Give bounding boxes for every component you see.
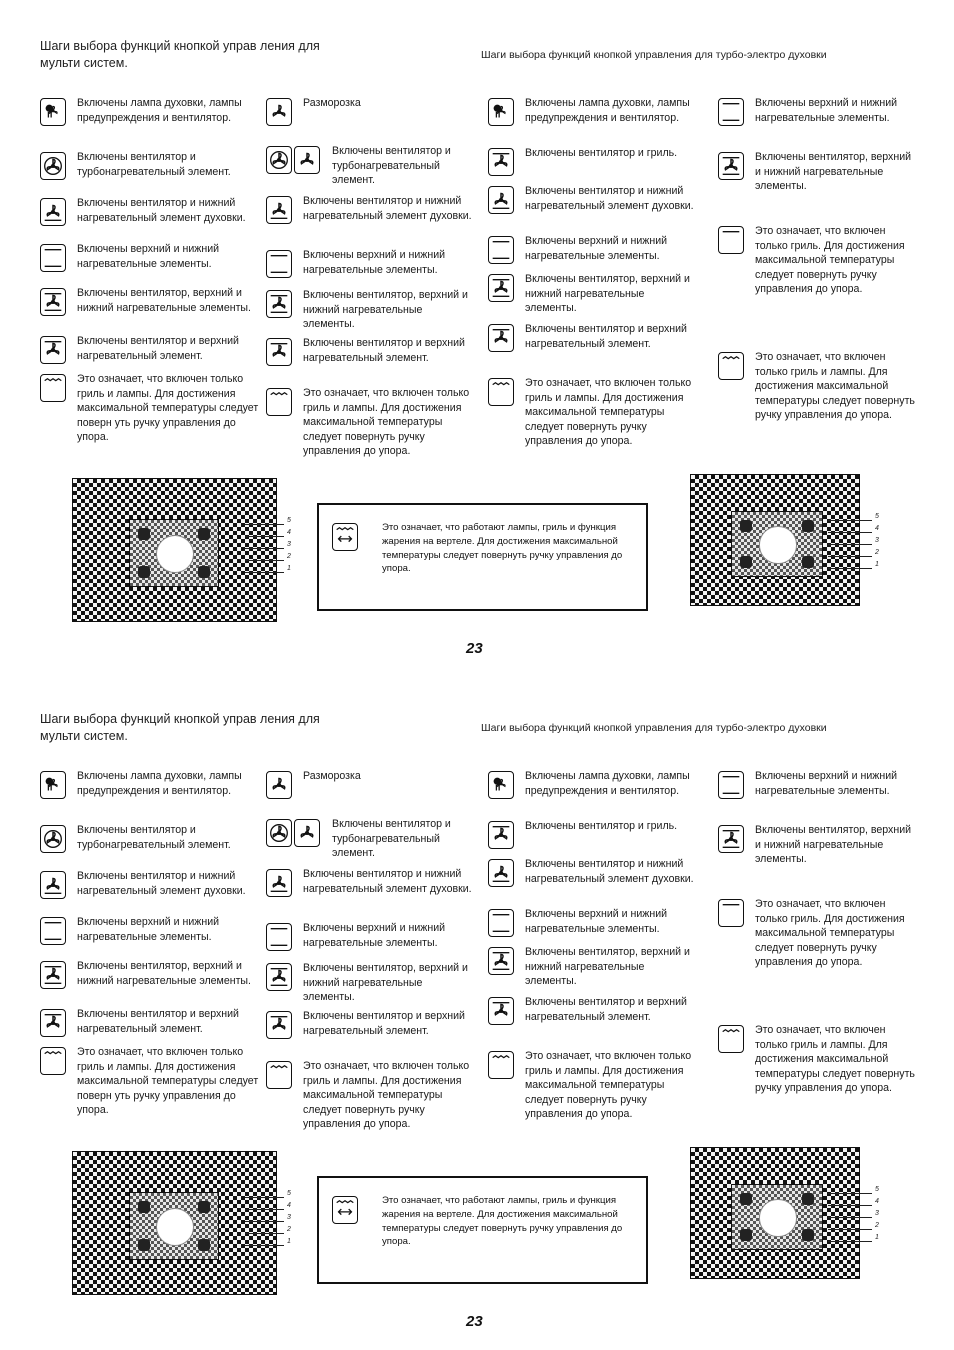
top-bottom-icon <box>266 923 292 951</box>
fan-cover <box>759 1199 796 1236</box>
function-column-3-copy <box>488 769 696 1149</box>
page-bottom <box>0 673 954 1343</box>
oven-knob <box>138 566 150 578</box>
function-description: Включены вентилятор, верхний и нижний нагревательные элементы. <box>303 289 468 331</box>
title-right-copy: Шаги выбора функций кнопкой управления для турбо-электро духовки <box>481 722 827 734</box>
function-description: Включены верхний и нижний нагревательные элементы. <box>755 97 898 124</box>
top-icon <box>718 899 744 927</box>
function-description: Включены верхний и нижний нагревательные элементы. <box>525 235 668 262</box>
function-description: Включены лампа духовки, лампы предупреждения и вентилятор. <box>77 97 242 124</box>
shelf-level-label: 5 <box>287 1190 291 1197</box>
function-description: Включены вентилятор и верхний нагревательный элемент. <box>525 996 687 1023</box>
fan-top-bottom-icon <box>718 152 744 180</box>
grill-icon <box>40 374 66 402</box>
shelf-level-label: 4 <box>875 525 879 532</box>
shelf-level-label: 1 <box>875 561 879 568</box>
fan-circle-icon <box>40 152 66 180</box>
shelf-level-label: 2 <box>875 1222 879 1229</box>
function-description: Включены лампа духовки, лампы предупреждения и вентилятор. <box>77 770 242 797</box>
shelf-level-line <box>828 568 872 569</box>
function-item-copy <box>266 1059 476 1131</box>
function-description: Это означает, что включен только гриль и лампы. Для достижения максимальной температуры следует повернуть ручку управления до упора. <box>303 1060 470 1131</box>
shelf-level-label: 4 <box>287 1202 291 1209</box>
function-description: Включены вентилятор, верхний и нижний нагревательные элементы. <box>525 946 690 988</box>
oven-panel <box>731 1184 823 1250</box>
oven-illustration-left <box>72 478 277 622</box>
shelf-level-line <box>828 544 872 545</box>
lamp-fan-icon <box>40 771 66 799</box>
oven-illustration-right <box>690 474 860 606</box>
oven-panel <box>731 511 823 577</box>
shelf-level-line <box>245 1245 284 1246</box>
fan-bottom-icon <box>266 869 292 897</box>
shelf-level-label: 5 <box>287 517 291 524</box>
fan-top-icon <box>488 821 514 849</box>
fan-icon <box>294 146 320 174</box>
function-description: Это означает, что включен только гриль и лампы. Для достижения максимальной температуры следует поверн уть ручку управления до упора. <box>77 1046 259 1117</box>
fan-circle-icon <box>266 819 292 847</box>
function-column-4-copy <box>718 769 918 1149</box>
shelf-level-line <box>245 1209 284 1210</box>
fan-top-icon <box>266 338 292 366</box>
function-description: Включены верхний и нижний нагревательные элементы. <box>77 916 220 943</box>
shelf-level-label: 3 <box>875 1210 879 1217</box>
function-description: Включены вентилятор и турбонагревательный элемент. <box>332 818 451 860</box>
function-column-2 <box>266 96 476 476</box>
function-item-copy <box>718 897 918 969</box>
lamp-fan-icon <box>488 98 514 126</box>
function-description: Включены вентилятор, верхний и нижний нагревательные элементы. <box>77 960 251 987</box>
oven-knob <box>198 1239 210 1251</box>
function-description: Включены верхний и нижний нагревательные элементы. <box>525 908 668 935</box>
shelf-level-label: 3 <box>287 541 291 548</box>
grill-icon <box>266 388 292 416</box>
shelf-level-label: 4 <box>287 529 291 536</box>
function-item <box>718 96 918 156</box>
top-bottom-icon <box>40 244 66 272</box>
function-description: Это означает, что включен только гриль и лампы. Для достижения максимальной температуры следует повернуть ручку управления до упора. <box>525 377 692 448</box>
fan-top-bottom-icon <box>40 288 66 316</box>
oven-illustration-right <box>690 1147 860 1279</box>
function-description: Включены лампа духовки, лампы предупреждения и вентилятор. <box>525 770 690 797</box>
fan-circle-icon <box>40 825 66 853</box>
function-description: Включены вентилятор и нижний нагревательный элемент духовки. <box>525 185 694 212</box>
function-item <box>488 376 696 448</box>
function-item-copy <box>40 1045 262 1117</box>
title-left-copy: Шаги выбора функций кнопкой управ ления для мульти систем. <box>40 712 320 743</box>
fan-top-icon <box>40 336 66 364</box>
function-item-copy <box>40 769 262 829</box>
fan-top-icon <box>488 148 514 176</box>
title-right: Шаги выбора функций кнопкой управления для турбо-электро духовки <box>481 49 827 61</box>
info-box-text: Это означает, что работают лампы, гриль и функция жарения на вертеле. Для достижения максимальной температуры следует повернуть ручку управления до упора. <box>382 1195 623 1248</box>
page-top <box>0 0 954 670</box>
fan-bottom-icon <box>488 859 514 887</box>
function-item <box>40 372 262 444</box>
page-number: 23 <box>466 640 483 657</box>
oven-illustration-left <box>72 1151 277 1295</box>
function-description: Включены вентилятор, верхний и нижний нагревательные элементы. <box>77 287 251 314</box>
function-item <box>266 386 476 458</box>
top-bottom-icon <box>488 909 514 937</box>
title-left: Шаги выбора функций кнопкой управ ления для мульти систем. <box>40 39 320 70</box>
fan-bottom-icon <box>40 871 66 899</box>
oven-knob <box>740 520 752 532</box>
function-description: Включены вентилятор и верхний нагревательный элемент. <box>77 1008 239 1035</box>
top-bottom-icon <box>488 236 514 264</box>
function-description: Включены верхний и нижний нагревательные элементы. <box>77 243 220 270</box>
function-description: Включены вентилятор и нижний нагревательный элемент духовки. <box>525 858 694 885</box>
function-description: Разморозка <box>303 97 361 109</box>
function-description: Включены верхний и нижний нагревательные элементы. <box>303 922 446 949</box>
function-column-4 <box>718 96 918 476</box>
fan-top-bottom-icon <box>266 963 292 991</box>
rotisserie-info-box <box>317 1176 648 1284</box>
function-description: Это означает, что включен только гриль и лампы. Для достижения максимальной температуры следует повернуть ручку управления до упора. <box>755 351 915 422</box>
function-item <box>718 224 918 296</box>
shelf-level-label: 1 <box>287 1238 291 1245</box>
fan-top-icon <box>266 1011 292 1039</box>
shelf-level-line <box>245 548 284 549</box>
oven-knob <box>138 1239 150 1251</box>
function-description: Это означает, что включен только гриль и лампы. Для достижения максимальной температуры следует поверн уть ручку управления до упора. <box>77 373 259 444</box>
oven-knob <box>740 556 752 568</box>
shelf-level-label: 3 <box>287 1214 291 1221</box>
page-number: 23 <box>466 1313 483 1330</box>
function-description: Включены вентилятор и нижний нагревательный элемент духовки. <box>303 195 472 222</box>
function-item <box>488 322 696 382</box>
oven-knob <box>198 566 210 578</box>
fan-icon <box>294 819 320 847</box>
oven-knob <box>802 556 814 568</box>
function-description: Включены верхний и нижний нагревательные элементы. <box>755 770 898 797</box>
shelf-level-line <box>828 1241 872 1242</box>
top-bottom-icon <box>718 771 744 799</box>
oven-knob <box>802 520 814 532</box>
shelf-level-label: 2 <box>287 1226 291 1233</box>
function-item-copy <box>266 867 476 927</box>
grill-icon <box>718 352 744 380</box>
fan-top-bottom-icon <box>488 274 514 302</box>
grill-spit-icon <box>332 1196 358 1224</box>
shelf-level-label: 2 <box>875 549 879 556</box>
top-bottom-icon <box>40 917 66 945</box>
fan-icon <box>266 98 292 126</box>
fan-circle-icon <box>266 146 292 174</box>
function-description: Включены верхний и нижний нагревательные элементы. <box>303 249 446 276</box>
shelf-level-line <box>828 556 872 557</box>
rotisserie-info-box <box>317 503 648 611</box>
oven-panel <box>129 1192 219 1260</box>
fan-cover <box>759 526 796 563</box>
grill-icon <box>488 1051 514 1079</box>
shelf-level-label: 5 <box>875 513 879 520</box>
function-description: Разморозка <box>303 770 361 782</box>
oven-knob <box>198 528 210 540</box>
shelf-level-label: 1 <box>287 565 291 572</box>
fan-top-bottom-icon <box>266 290 292 318</box>
function-description: Включены вентилятор и гриль. <box>525 147 678 159</box>
info-box-text: Это означает, что работают лампы, гриль и функция жарения на вертеле. Для достижения максимальной температуры следует повернуть ручку управления до упора. <box>382 522 623 575</box>
shelf-level-line <box>828 1193 872 1194</box>
function-description: Включены вентилятор, верхний и нижний нагревательные элементы. <box>303 962 468 1004</box>
function-column-1 <box>40 96 262 476</box>
fan-bottom-icon <box>488 186 514 214</box>
function-item <box>718 350 918 422</box>
oven-knob <box>138 1201 150 1213</box>
shelf-level-label: 5 <box>875 1186 879 1193</box>
function-column-1-copy <box>40 769 262 1149</box>
fan-top-bottom-icon <box>488 947 514 975</box>
fan-icon <box>266 771 292 799</box>
top-icon <box>718 226 744 254</box>
shelf-level-line <box>828 1217 872 1218</box>
fan-cover <box>156 1208 194 1246</box>
shelf-level-label: 1 <box>875 1234 879 1241</box>
function-item-copy <box>488 1049 696 1121</box>
function-description: Включены вентилятор и верхний нагревательный элемент. <box>303 1010 465 1037</box>
grill-icon <box>488 378 514 406</box>
shelf-level-label: 4 <box>875 1198 879 1205</box>
function-description: Включены вентилятор и турбонагревательный элемент. <box>77 824 231 851</box>
function-description: Включены вентилятор, верхний и нижний нагревательные элементы. <box>755 824 912 866</box>
function-description: Это означает, что включен только гриль. Для достижения максимальной температуры следует повернуть ручку управления до упора. <box>755 898 905 969</box>
oven-knob <box>740 1229 752 1241</box>
fan-top-icon <box>40 1009 66 1037</box>
top-bottom-icon <box>266 250 292 278</box>
function-description: Включены вентилятор и нижний нагревательный элемент духовки. <box>77 197 246 224</box>
fan-top-icon <box>488 324 514 352</box>
fan-cover <box>156 535 194 573</box>
shelf-level-line <box>828 1205 872 1206</box>
function-item <box>266 194 476 254</box>
shelf-level-line <box>245 1221 284 1222</box>
shelf-level-line <box>245 572 284 573</box>
function-item-copy <box>488 995 696 1055</box>
fan-top-bottom-icon <box>40 961 66 989</box>
shelf-level-label: 2 <box>287 553 291 560</box>
grill-icon <box>266 1061 292 1089</box>
function-item <box>40 96 262 156</box>
function-description: Включены вентилятор и нижний нагревательный элемент духовки. <box>77 870 246 897</box>
function-description: Включены вентилятор и верхний нагревательный элемент. <box>77 335 239 362</box>
grill-spit-icon <box>332 523 358 551</box>
function-description: Включены вентилятор и верхний нагревательный элемент. <box>303 337 465 364</box>
function-description: Включены вентилятор и гриль. <box>525 820 678 832</box>
function-description: Включены вентилятор, верхний и нижний нагревательные элементы. <box>755 151 912 193</box>
shelf-level-line <box>828 532 872 533</box>
function-item-copy <box>718 823 918 883</box>
oven-knob <box>802 1193 814 1205</box>
grill-icon <box>40 1047 66 1075</box>
shelf-level-line <box>245 560 284 561</box>
lamp-fan-icon <box>40 98 66 126</box>
lamp-fan-icon <box>488 771 514 799</box>
shelf-level-line <box>245 524 284 525</box>
function-column-2-copy <box>266 769 476 1149</box>
function-description: Это означает, что включен только гриль и лампы. Для достижения максимальной температуры следует повернуть ручку управления до упора. <box>525 1050 692 1121</box>
oven-knob <box>802 1229 814 1241</box>
function-description: Включены лампа духовки, лампы предупреждения и вентилятор. <box>525 97 690 124</box>
function-description: Это означает, что включен только гриль и лампы. Для достижения максимальной температуры следует повернуть ручку управления до упора. <box>755 1024 915 1095</box>
shelf-level-line <box>828 1229 872 1230</box>
fan-top-bottom-icon <box>718 825 744 853</box>
shelf-level-line <box>828 520 872 521</box>
function-description: Включены вентилятор, верхний и нижний нагревательные элементы. <box>525 273 690 315</box>
fan-top-icon <box>488 997 514 1025</box>
function-description: Включены вентилятор и нижний нагревательный элемент духовки. <box>303 868 472 895</box>
function-description: Включены вентилятор и турбонагревательный элемент. <box>77 151 231 178</box>
function-description: Включены вентилятор и турбонагревательный элемент. <box>332 145 451 187</box>
function-description: Это означает, что включен только гриль. Для достижения максимальной температуры следует повернуть ручку управления до упора. <box>755 225 905 296</box>
shelf-level-line <box>245 1233 284 1234</box>
function-item-copy <box>718 769 918 829</box>
top-bottom-icon <box>718 98 744 126</box>
oven-knob <box>198 1201 210 1213</box>
oven-knob <box>740 1193 752 1205</box>
fan-bottom-icon <box>266 196 292 224</box>
function-item-copy <box>718 1023 918 1095</box>
shelf-level-label: 3 <box>875 537 879 544</box>
oven-knob <box>138 528 150 540</box>
function-description: Включены вентилятор и верхний нагревательный элемент. <box>525 323 687 350</box>
function-column-3 <box>488 96 696 476</box>
function-description: Это означает, что включен только гриль и лампы. Для достижения максимальной температуры следует повернуть ручку управления до упора. <box>303 387 470 458</box>
function-item <box>718 150 918 210</box>
oven-panel <box>129 519 219 587</box>
shelf-level-line <box>245 1197 284 1198</box>
fan-bottom-icon <box>40 198 66 226</box>
shelf-level-line <box>245 536 284 537</box>
grill-icon <box>718 1025 744 1053</box>
